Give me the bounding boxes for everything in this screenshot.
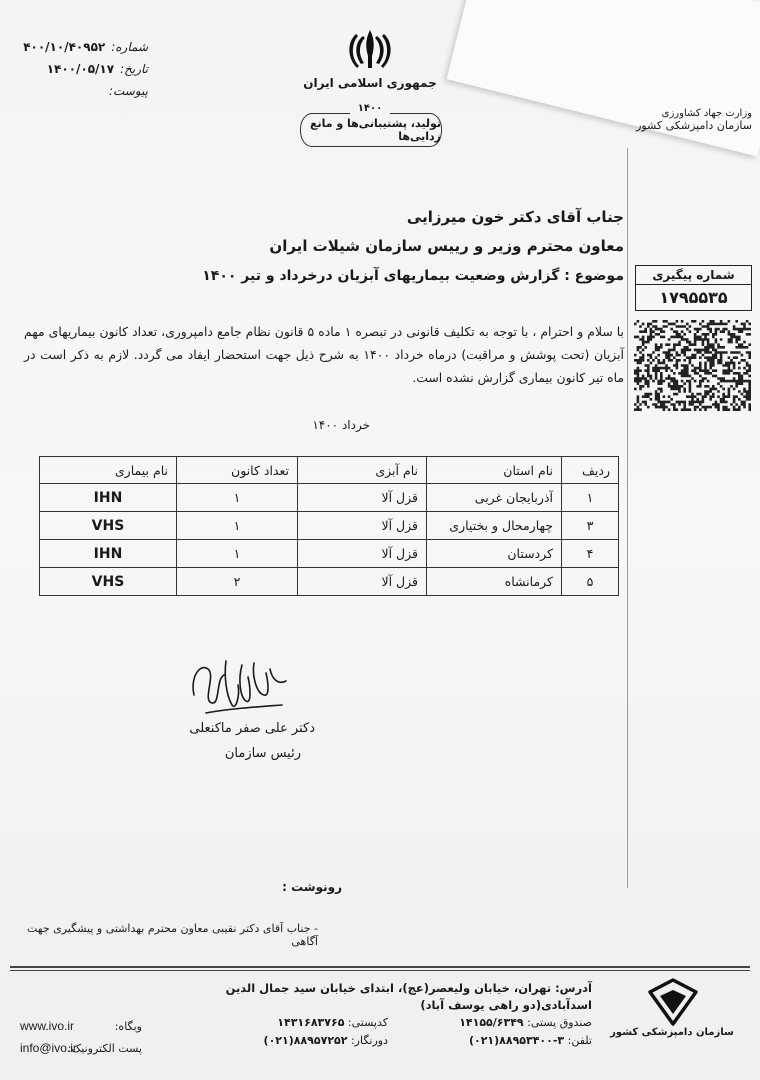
margin-rule	[627, 148, 628, 888]
ministry-name: وزارت جهاد کشاورزی	[661, 108, 752, 119]
meta-date: تاریخ: ۱۴۰۰/۰۵/۱۷	[46, 62, 148, 76]
table-month-label: خرداد ۱۴۰۰	[312, 418, 370, 432]
cell-outbreak-count: ۲	[177, 568, 298, 596]
recipient-name: جناب آقای دکتر خون میرزایی	[406, 208, 624, 226]
republic-title: جمهوری اسلامی ایران	[303, 76, 437, 90]
footer-phone: تلفن: (۰۲۱)۸۸۹۵۳۴۰۰-۳	[468, 1034, 592, 1047]
tracking-label: شماره پیگیری	[636, 266, 751, 285]
meta-number: شماره: ۴۰۰/۱۰/۴۰۹۵۲	[23, 40, 148, 54]
cell-province: چهارمحال و بختیاری	[427, 512, 562, 540]
signer-block	[189, 716, 315, 766]
cell-disease: VHS	[40, 568, 177, 596]
footer-divider-thin	[10, 970, 750, 971]
footer-fax: دورنگار: (۰۲۱)۸۸۹۵۷۲۵۲	[263, 1034, 388, 1047]
cell-outbreak-count: ۱	[177, 512, 298, 540]
footer-org-name: سازمان دامپزشکی کشور	[610, 1027, 734, 1038]
table-row	[40, 484, 619, 512]
slogan-year: ۱۴۰۰	[350, 103, 390, 114]
cell-aquatic: قزل آلا	[298, 484, 427, 512]
footer-email-label: پست الکترونیک:	[67, 1042, 142, 1055]
footer-address: آدرس: تهران، خیابان ولیعصر(عج)، ابتدای خیابان سید جمال الدین اسدآبادی(دو راهی یوسف آباد)	[225, 981, 592, 1012]
signature-icon	[186, 655, 296, 717]
cell-row-number: ۴	[562, 540, 619, 568]
cell-province: آذربایجان غربی	[427, 484, 562, 512]
cell-province: کردستان	[427, 540, 562, 568]
cell-aquatic: قزل آلا	[298, 512, 427, 540]
organization-name: سازمان دامپزشکی کشور	[636, 119, 752, 132]
table-row	[40, 512, 619, 540]
footer-email[interactable]: info@ivo.ir	[20, 1041, 77, 1055]
ministry-header	[602, 108, 752, 132]
signer-name: دکتر علی صفر ماکنعلی	[189, 721, 315, 736]
footer-website[interactable]: www.ivo.ir	[20, 1019, 75, 1033]
letter-meta	[18, 40, 148, 106]
table-row	[40, 540, 619, 568]
recipient-title: معاون محترم وزیر و رییس سازمان شیلات ایران	[269, 237, 624, 255]
header-province: نام استان	[427, 457, 562, 484]
disease-table	[39, 456, 619, 596]
cell-outbreak-count: ۱	[177, 484, 298, 512]
iran-emblem-icon	[345, 28, 395, 72]
letter-subject: موضوع : گزارش وضعیت بیماریهای آبزیان درخرداد و تیر ۱۴۰۰	[202, 268, 624, 284]
tracking-box	[635, 265, 752, 311]
cell-aquatic: قزل آلا	[298, 568, 427, 596]
tracking-number: ۱۷۹۵۵۳۵	[659, 288, 728, 307]
signer-title: رئیس سازمان	[224, 746, 301, 761]
overlapping-paper	[447, 0, 760, 156]
footer-divider	[10, 966, 750, 968]
year-slogan: تولید، پشتیبانی‌ها و مانع زدایی‌ها	[300, 113, 442, 147]
cell-row-number: ۵	[562, 568, 619, 596]
table-header-row	[40, 457, 619, 484]
header-aquatic: نام آبزی	[298, 457, 427, 484]
cc-recipient: - جناب آقای دکتر نقیبی معاون محترم بهداشتی و پیشگیری جهت آگاهی	[26, 922, 318, 948]
letter-body: با سلام و احترام ، با توجه به تکلیف قانونی در تبصره ۱ ماده ۵ قانون نظام جامع دامپروری، تعداد کانون بیماریهای مهم آبزیان (تحت پوشش و مراقبت) درماه خرداد ۱۴۰۰ به شرح ذیل جهت استحضار ایفاد می گردد. لازم به ذکر است در ماه تیر کانون بیماری گزارش نشده است.	[24, 324, 624, 385]
header-row-number: ردیف	[562, 457, 619, 484]
footer-po-box: صندوق پستی: ۱۴۱۵۵/۶۳۴۹	[459, 1016, 592, 1029]
cell-aquatic: قزل آلا	[298, 540, 427, 568]
cc-title: رونوشت :	[282, 880, 342, 894]
cell-outbreak-count: ۱	[177, 540, 298, 568]
cell-disease: VHS	[40, 512, 177, 540]
header-disease: نام بیماری	[40, 457, 177, 484]
header-outbreak-count: تعداد کانون	[177, 457, 298, 484]
cell-province: کرمانشاه	[427, 568, 562, 596]
recipient-block	[269, 203, 624, 261]
footer-postal-code: کدپستی: ۱۴۳۱۶۸۳۷۶۵	[277, 1016, 388, 1029]
cell-disease: IHN	[40, 540, 177, 568]
cell-row-number: ۱	[562, 484, 619, 512]
cell-disease: IHN	[40, 484, 177, 512]
table-row	[40, 568, 619, 596]
cell-row-number: ۳	[562, 512, 619, 540]
footer-website-label: وبگاه:	[114, 1020, 142, 1033]
qr-code-icon	[634, 320, 752, 412]
vet-organization-logo-icon	[646, 978, 700, 1026]
meta-attachment: پیوست:	[108, 84, 148, 98]
